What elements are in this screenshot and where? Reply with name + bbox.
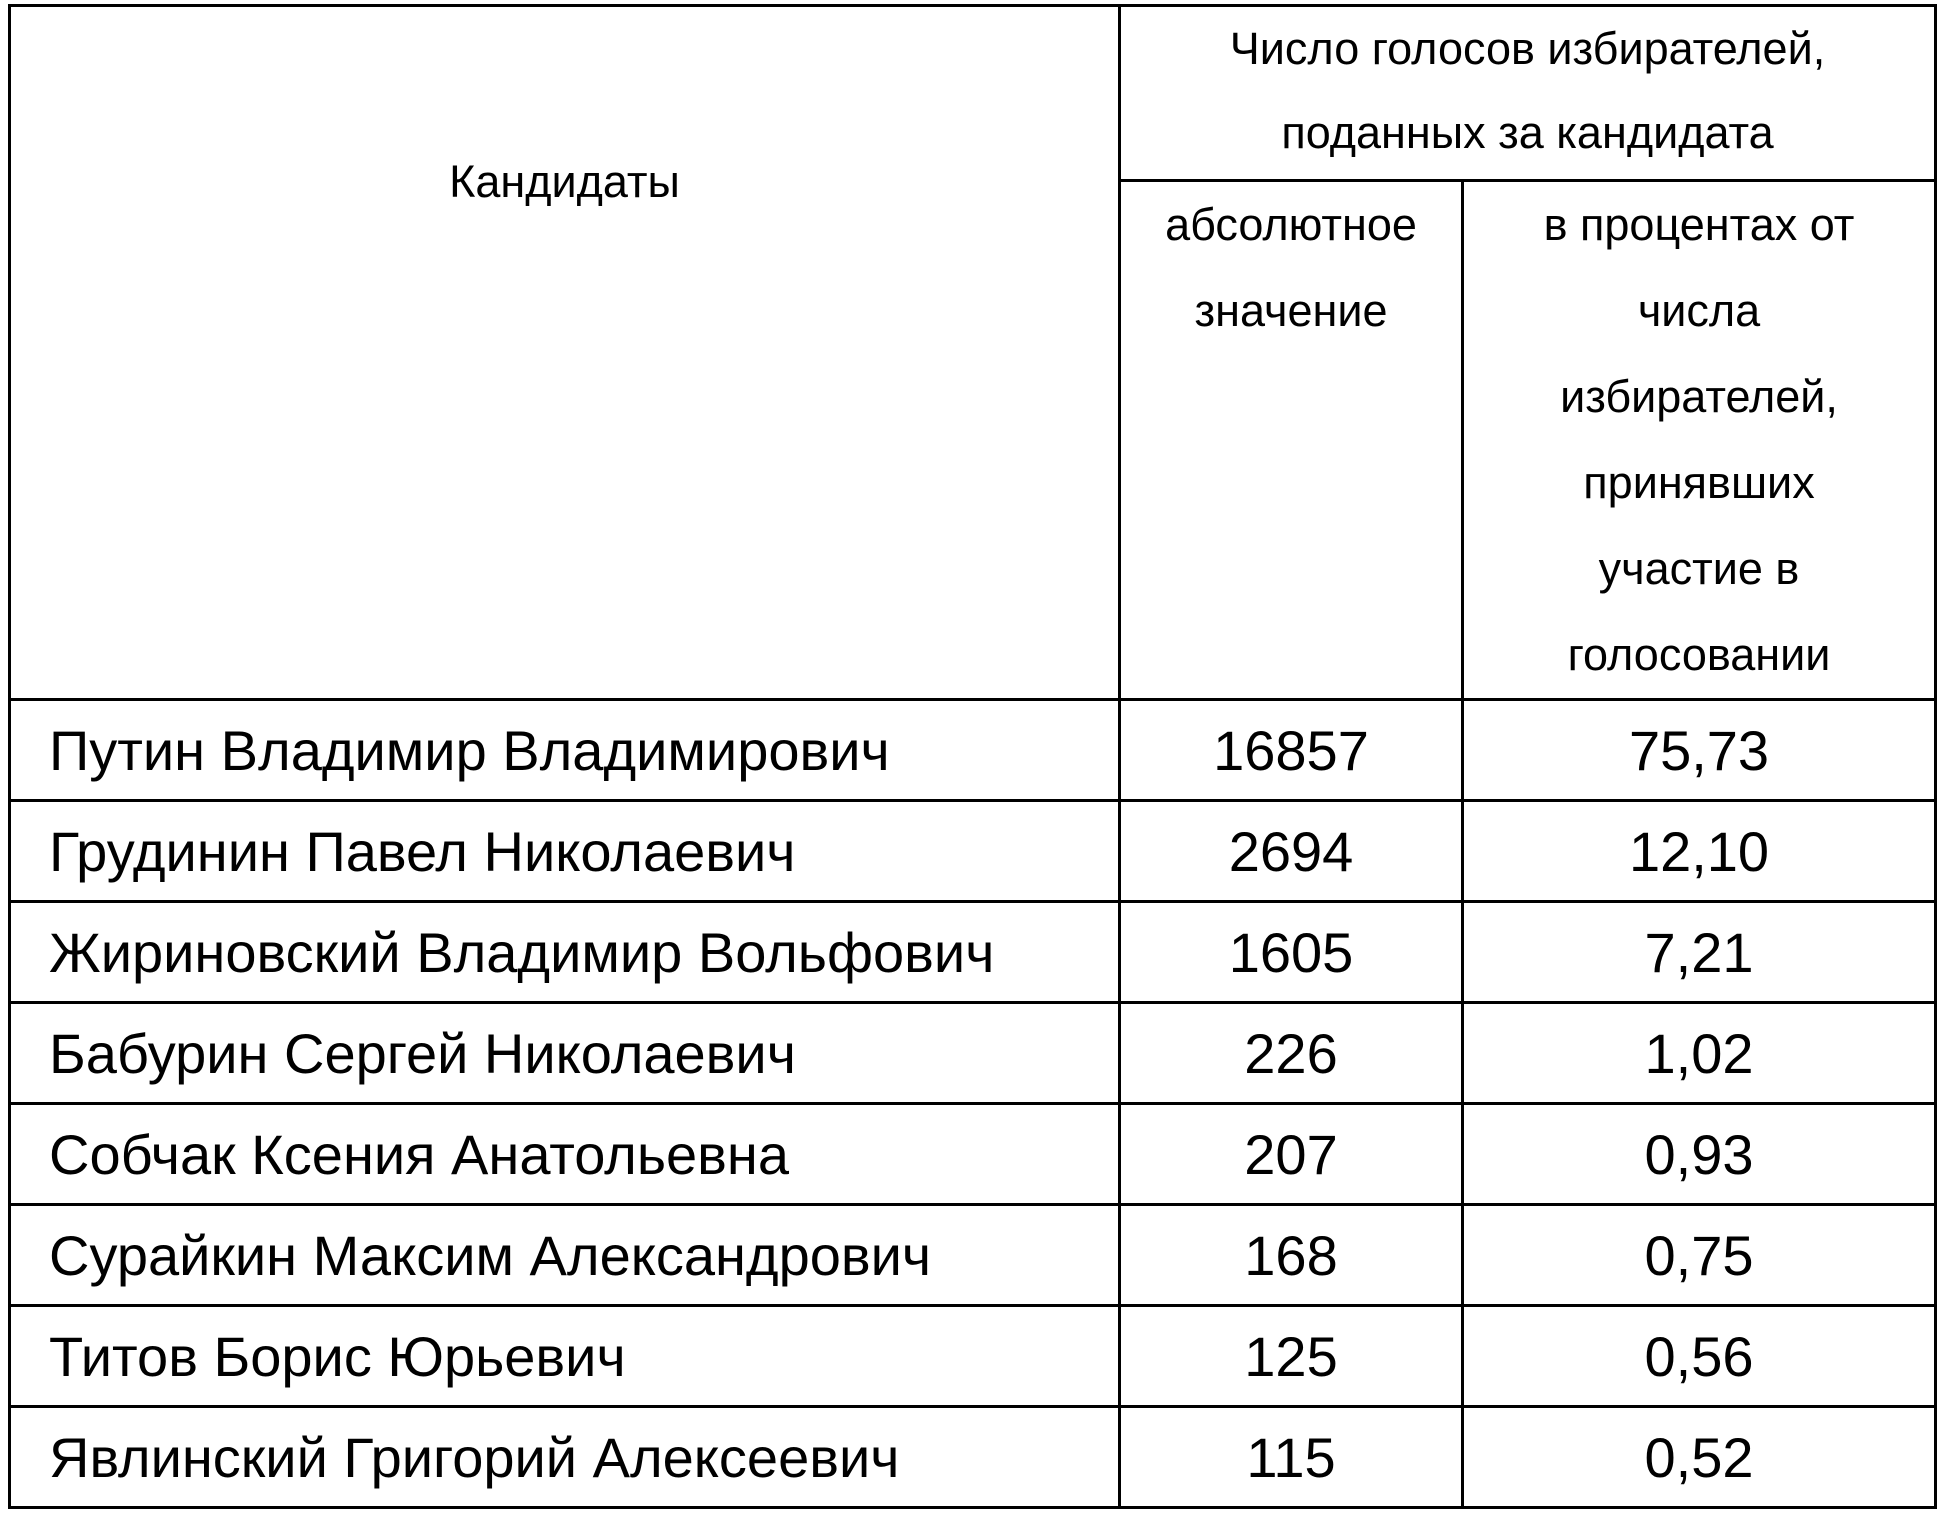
votes-absolute: 2694 (1120, 801, 1463, 902)
header-percent-line5: участие в (1598, 543, 1800, 594)
header-candidates: Кандидаты (449, 156, 680, 207)
header-candidates-cell (10, 6, 1120, 700)
header-row-top (10, 6, 1936, 181)
candidate-name: Бабурин Сергей Николаевич (10, 1003, 1120, 1104)
votes-absolute: 16857 (1120, 700, 1463, 801)
table-row (10, 700, 1936, 801)
header-percent-cell (1463, 181, 1936, 700)
votes-absolute: 168 (1120, 1205, 1463, 1306)
header-percent-line1: в процентах от (1543, 199, 1855, 250)
header-percent-line6: голосовании (1567, 629, 1831, 680)
table-row (10, 1306, 1936, 1407)
table-row (10, 1104, 1936, 1205)
votes-percent: 0,56 (1463, 1306, 1936, 1407)
header-votes-group-cell (1120, 6, 1936, 181)
candidate-name: Путин Владимир Владимирович (10, 700, 1120, 801)
election-results-table (8, 4, 1937, 1509)
votes-percent: 0,75 (1463, 1205, 1936, 1306)
candidate-name: Титов Борис Юрьевич (10, 1306, 1120, 1407)
votes-absolute: 1605 (1120, 902, 1463, 1003)
header-percent-line2: числа (1637, 285, 1761, 336)
votes-percent: 1,02 (1463, 1003, 1936, 1104)
candidate-name: Жириновский Владимир Вольфович (10, 902, 1120, 1003)
votes-percent: 0,93 (1463, 1104, 1936, 1205)
table-row (10, 1407, 1936, 1508)
votes-absolute: 226 (1120, 1003, 1463, 1104)
candidate-name: Собчак Ксения Анатольевна (10, 1104, 1120, 1205)
header-absolute-line1: абсолютное (1165, 199, 1417, 250)
votes-percent: 12,10 (1463, 801, 1936, 902)
votes-percent: 0,52 (1463, 1407, 1936, 1508)
header-votes-group-line2: поданных за кандидата (1281, 107, 1774, 158)
header-absolute-line2: значение (1194, 285, 1388, 336)
votes-absolute: 207 (1120, 1104, 1463, 1205)
table-row (10, 902, 1936, 1003)
header-absolute-cell (1120, 181, 1463, 700)
header-percent-line4: принявших (1583, 457, 1815, 508)
candidate-name: Сурайкин Максим Александрович (10, 1205, 1120, 1306)
header-percent-line3: избирателей, (1560, 371, 1838, 422)
table-row (10, 801, 1936, 902)
candidate-name: Явлинский Григорий Алексеевич (10, 1407, 1120, 1508)
votes-absolute: 115 (1120, 1407, 1463, 1508)
candidate-name: Грудинин Павел Николаевич (10, 801, 1120, 902)
votes-percent: 75,73 (1463, 700, 1936, 801)
header-votes-group-line1: Число голосов избирателей, (1229, 23, 1826, 74)
votes-percent: 7,21 (1463, 902, 1936, 1003)
table-row (10, 1003, 1936, 1104)
table-row (10, 1205, 1936, 1306)
votes-absolute: 125 (1120, 1306, 1463, 1407)
